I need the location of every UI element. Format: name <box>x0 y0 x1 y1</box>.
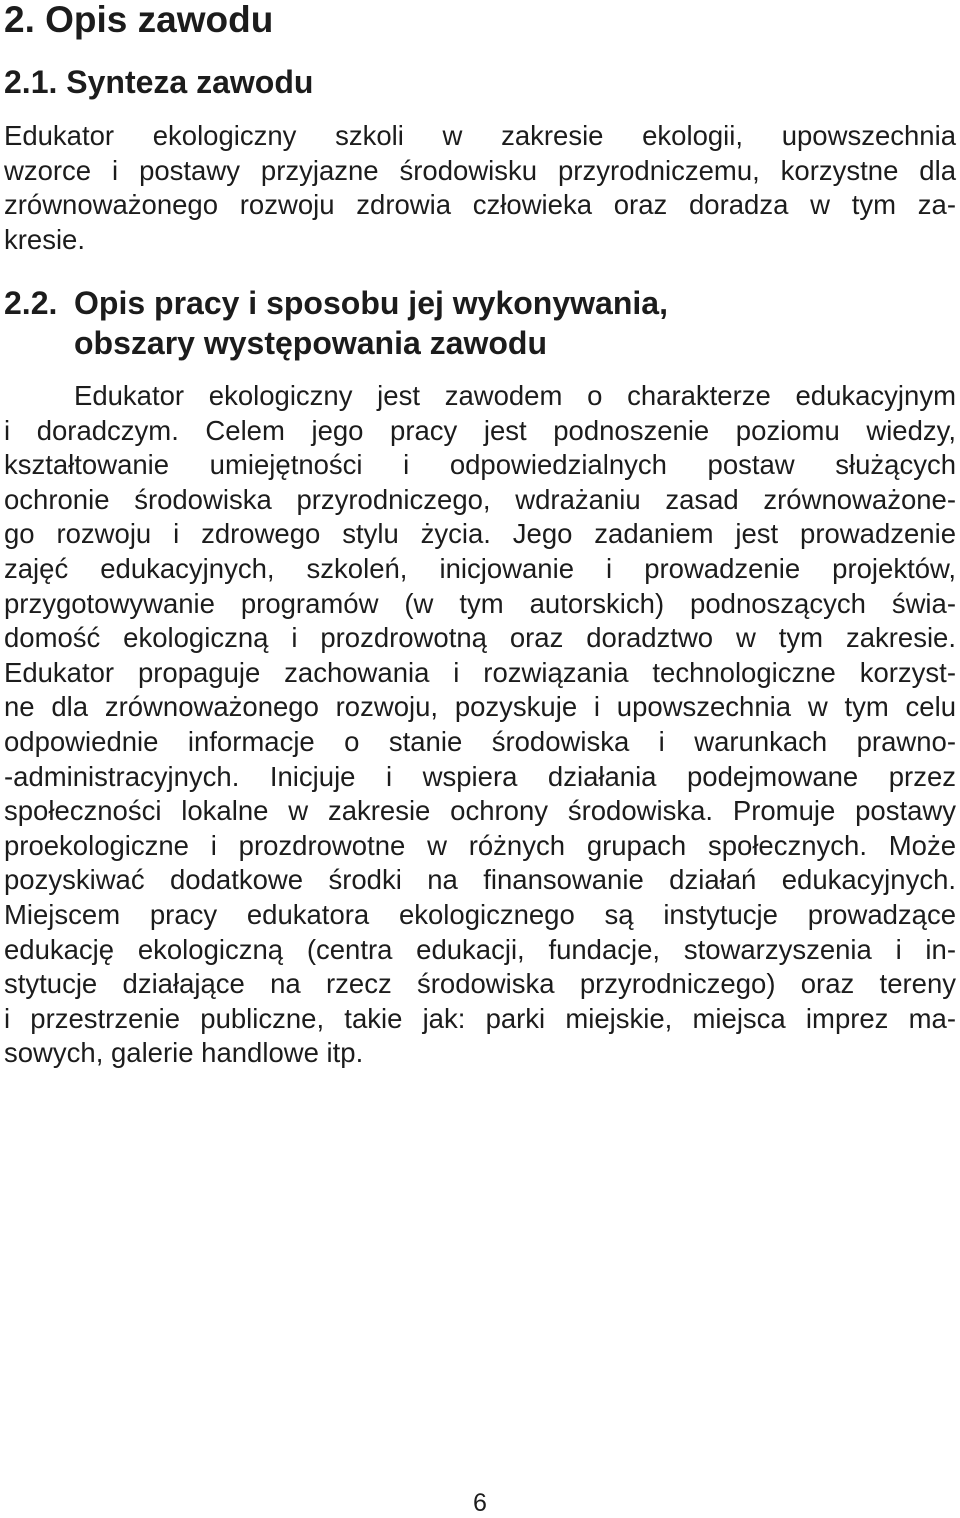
paragraph-line: edukację ekologiczną (centra edukacji, fundacje, stowarzyszenia i in- <box>4 933 956 965</box>
paragraph-line: domość ekologiczną i prozdrowotną oraz doradztwo w tym zakresie. <box>4 622 956 654</box>
section-heading-2-2 <box>4 283 954 363</box>
paragraph-opis-pracy <box>4 379 956 1071</box>
section-number: 2.2. <box>4 285 58 321</box>
paragraph-synteza <box>4 119 956 258</box>
paragraph-line: proekologiczne i prozdrowotne w różnych grupach społecznych. Może <box>4 829 956 861</box>
paragraph-line: Miejscem pracy edukatora ekologicznego są instytucje prowadzące <box>4 898 956 930</box>
chapter-heading: 2. Opis zawodu <box>4 0 274 40</box>
paragraph-line: stytucje działające na rzecz środowiska przyrodniczego) oraz tereny <box>4 968 956 1000</box>
paragraph-line: przygotowywanie programów (w tym autorskich) podnoszących świa- <box>4 587 956 619</box>
paragraph-line: i przestrzenie publiczne, takie jak: parki miejskie, miejsca imprez ma- <box>4 1002 956 1034</box>
section-heading-2-1: 2.1. Synteza zawodu <box>4 64 314 100</box>
section-title-line1: Opis pracy i sposobu jej wykonywania, <box>74 285 668 321</box>
paragraph-line: -administracyjnych. Inicjuje i wspiera działania podejmowane przez <box>4 760 956 792</box>
paragraph-line: zajęć edukacyjnych, szkoleń, inicjowanie i prowadzenie projektów, <box>4 552 956 584</box>
paragraph-line: ochronie środowiska przyrodniczego, wdrażaniu zasad zrównoważone- <box>4 483 956 515</box>
paragraph-line: sowych, galerie handlowe itp. <box>4 1037 364 1069</box>
paragraph-line: odpowiednie informacje o stanie środowiska i warunkach prawno- <box>4 725 956 757</box>
paragraph-line: Edukator ekologiczny jest zawodem o charakterze edukacyjnym <box>74 380 956 411</box>
section-title-line2: obszary występowania zawodu <box>74 325 547 361</box>
paragraph-line: zrównoważonego rozwoju zdrowia człowieka oraz doradza w tym za- <box>4 189 956 221</box>
paragraph-line: pozyskiwać dodatkowe środki na finansowanie działań edukacyjnych. <box>4 864 956 896</box>
paragraph-line: wzorce i postawy przyjazne środowisku przyrodniczemu, korzystne dla <box>4 154 956 186</box>
paragraph-line: i doradczym. Celem jego pracy jest podnoszenie poziomu wiedzy, <box>4 414 956 446</box>
paragraph-line: go rozwoju i zdrowego stylu życia. Jego zadaniem jest prowadzenie <box>4 518 956 550</box>
paragraph-line: kształtowanie umiejętności i odpowiedzialnych postaw służących <box>4 449 956 481</box>
paragraph-line: społeczności lokalne w zakresie ochrony środowiska. Promuje postawy <box>4 795 956 827</box>
paragraph-line: ne dla zrównoważonego rozwoju, pozyskuje i upowszechnia w tym celu <box>4 691 956 723</box>
paragraph-line: Edukator ekologiczny szkoli w zakresie ekologii, upowszechnia <box>4 120 956 151</box>
page-number: 6 <box>473 1489 487 1517</box>
paragraph-line: Edukator propaguje zachowania i rozwiązania technologiczne korzyst- <box>4 656 956 688</box>
paragraph-line: kresie. <box>4 224 85 256</box>
